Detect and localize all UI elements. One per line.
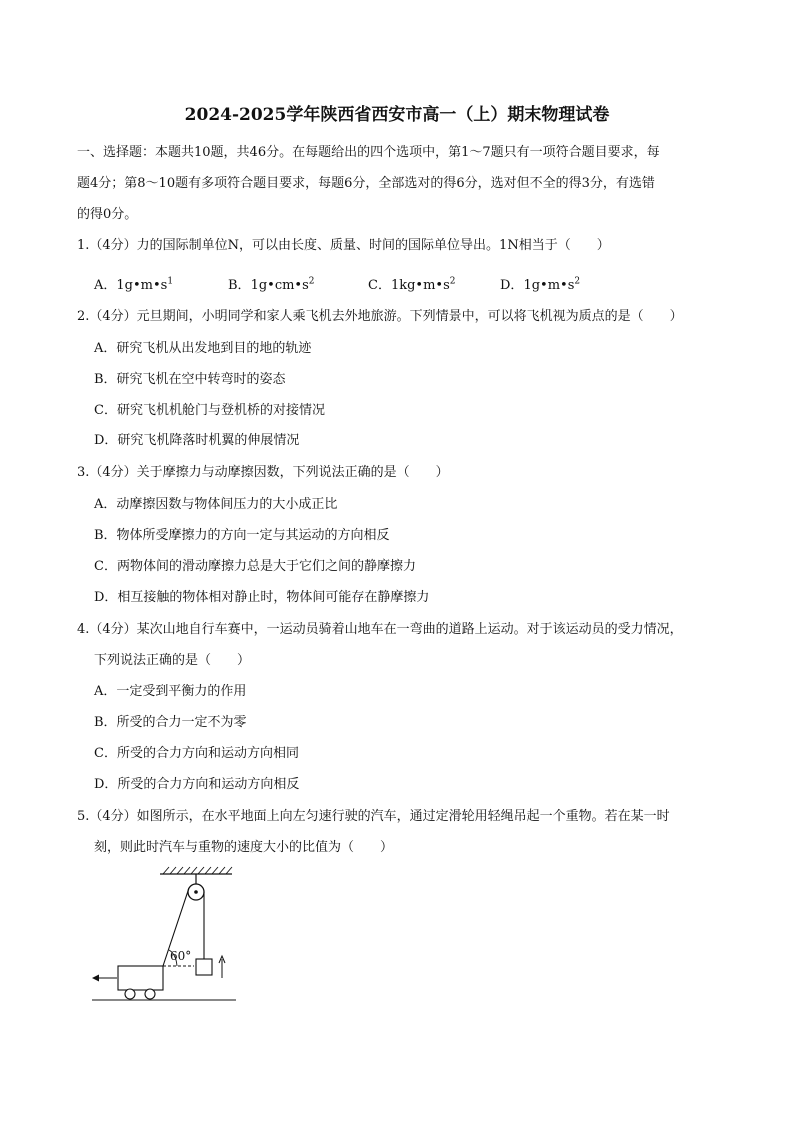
question-2-stem: 2.（4分）元旦期间，小明同学和家人乘飞机去外地旅游。下列情景中，可以将飞机视为质点的是（ ） — [77, 309, 683, 324]
question-4-option-b: B．所受的合力一定不为零 — [94, 715, 247, 730]
question-4-option-a: A．一定受到平衡力的作用 — [94, 684, 247, 699]
pulley-diagram — [90, 866, 250, 1006]
question-4-option-d: D．所受的合力方向和运动方向相反 — [94, 777, 300, 792]
option-b-label: B． — [228, 278, 251, 293]
exam-title: 2024-2025学年陕西省西安市高一（上）期末物理试卷 — [184, 105, 610, 125]
question-3-option-c: C．两物体间的滑动摩擦力总是大于它们之间的静摩擦力 — [94, 559, 416, 574]
question-5-stem-line-2: 刻，则此时汽车与重物的速度大小的比值为（ ） — [94, 840, 394, 855]
car-wheel-front — [145, 989, 155, 999]
arrow-left-icon — [92, 975, 99, 982]
ceiling-hatch — [163, 867, 232, 874]
option-d-label: D． — [500, 278, 524, 293]
car-wheel-rear — [125, 989, 135, 999]
pulley-car-figure — [90, 866, 250, 1010]
question-1-option-d — [500, 274, 580, 293]
question-4-stem-line-1: 4.（4分）某次山地自行车赛中，一运动员骑着山地车在一弯曲的道路上运动。对于该运动员的受力情况， — [77, 622, 683, 637]
question-5-stem-line-1: 5.（4分）如图所示，在水平地面上向左匀速行驶的汽车，通过定滑轮用轻绳吊起一个重物。若在某一时 — [77, 809, 670, 824]
question-3-stem: 3.（4分）关于摩擦力与动摩擦因数，下列说法正确的是（ ） — [77, 465, 449, 480]
weight-block — [196, 959, 212, 975]
question-3-option-d: D．相互接触的物体相对静止时，物体间可能存在静摩擦力 — [94, 590, 430, 605]
option-a-text: 1g•m•s — [116, 278, 168, 293]
option-a-label: A． — [94, 278, 117, 293]
section-intro-line-2: 题4分；第8～10题有多项符合题目要求，每题6分，全部选对的得6分，选对但不全的得3分，有选错 — [77, 176, 655, 191]
option-d-text: 1g•m•s — [523, 278, 575, 293]
section-intro-line-3: 的得0分。 — [77, 207, 138, 222]
angle-label: 60° — [170, 949, 192, 963]
question-1-option-a — [94, 274, 173, 293]
question-3-option-a: A．动摩擦因数与物体间压力的大小成正比 — [94, 497, 338, 512]
question-2-option-a: A．研究飞机从出发地到目的地的轨迹 — [94, 341, 312, 356]
question-1-options — [94, 274, 714, 294]
option-c-exponent: 2 — [449, 276, 456, 287]
option-b-exponent: 2 — [308, 276, 315, 287]
question-4-stem-line-2: 下列说法正确的是（ ） — [94, 653, 251, 668]
question-2-option-d: D．研究飞机降落时机翼的伸展情况 — [94, 433, 300, 448]
option-a-exponent: 1 — [167, 276, 174, 287]
option-c-label: C． — [368, 278, 391, 293]
question-2-option-b: B．研究飞机在空中转弯时的姿态 — [94, 372, 286, 387]
car-body — [118, 966, 163, 990]
pulley-axle — [194, 890, 198, 894]
option-c-text: 1kg•m•s — [390, 278, 450, 293]
question-2-option-c: C．研究飞机机舱门与登机桥的对接情况 — [94, 403, 325, 418]
option-b-text: 1g•cm•s — [250, 278, 309, 293]
question-1-option-c — [368, 274, 456, 293]
question-4-option-c: C．所受的合力方向和运动方向相同 — [94, 746, 299, 761]
section-intro-line-1: 一、选择题：本题共10题，共46分。在每题给出的四个选项中，第1～7题只有一项符合题目要求，每 — [77, 145, 660, 160]
question-3-option-b: B．物体所受摩擦力的方向一定与其运动的方向相反 — [94, 528, 390, 543]
question-1-stem: 1.（4分）力的国际制单位N，可以由长度、质量、时间的国际单位导出。1N相当于（ ） — [77, 238, 610, 253]
question-1-option-b — [228, 274, 315, 293]
option-d-exponent: 2 — [574, 276, 581, 287]
